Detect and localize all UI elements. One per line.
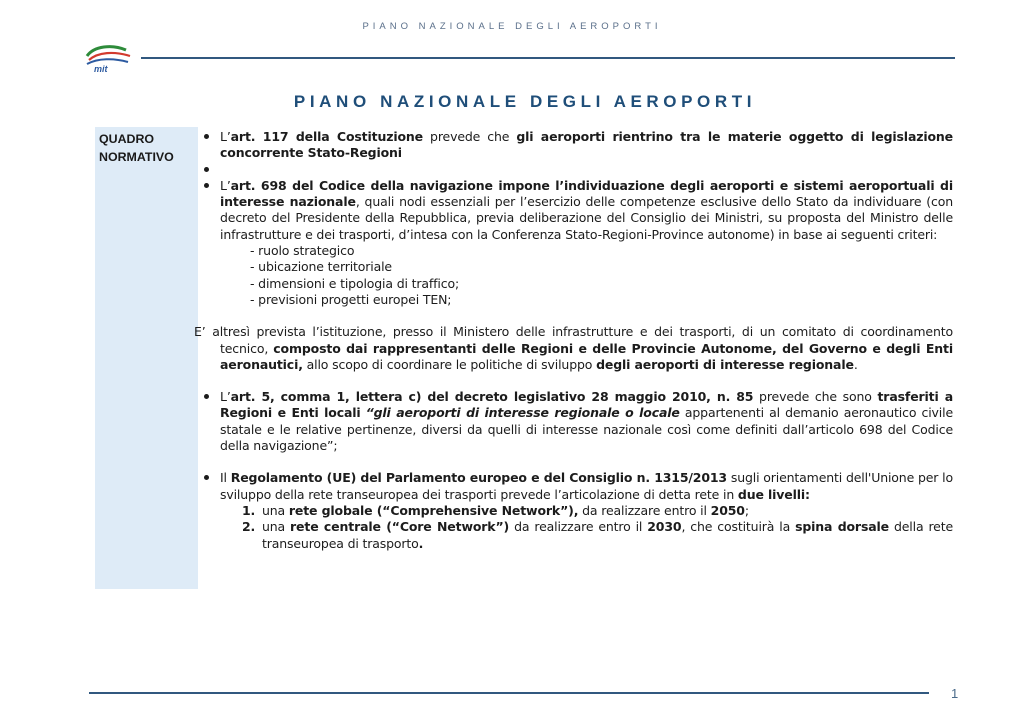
side-label-line1: QUADRO	[99, 132, 155, 146]
criteria-item: - ruolo strategico	[250, 243, 355, 259]
footer-divider	[89, 692, 929, 694]
criteria-item: - previsioni progetti europei TEN;	[250, 291, 452, 307]
running-header: PIANO NAZIONALE DEGLI AEROPORTI	[362, 21, 662, 32]
criteria-item: - ubicazione territoriale	[250, 259, 392, 275]
side-label	[99, 130, 174, 166]
livello-item-2: 2. una rete centrale (“Core Network”) da realizzare entro il 2030, che costituirà la spina dorsale della rete transeuropea di trasporto.	[242, 519, 953, 551]
mit-logo	[84, 44, 134, 74]
side-header-cell	[95, 127, 198, 589]
page-title: PIANO NAZIONALE DEGLI AEROPORTI	[293, 92, 757, 111]
empty-bullet	[220, 162, 953, 178]
bullet-regolamento-ue: Il Regolamento (UE) del Parlamento europeo e del Consiglio n. 1315/2013 sugli orientamenti dell'Unione per lo sviluppo della rete transeuropea dei trasporti prevede l’articolazione di detta rete in due livelli:	[220, 470, 953, 502]
criteria-list	[250, 243, 953, 308]
livelli-list	[242, 503, 953, 552]
content-cell	[194, 129, 954, 552]
livello-item-1: 1. una rete globale (“Comprehensive Network”), da realizzare entro il 2050;	[242, 502, 749, 518]
logo-text: mit	[94, 64, 108, 74]
header-divider	[141, 57, 955, 59]
page-number: 1	[951, 686, 959, 701]
bullet-art117: L’art. 117 della Costituzione prevede che gli aeroporti rientrino tra le materie oggetto di legislazione concorrente Stato-Regioni	[220, 129, 954, 161]
side-label-line2: NORMATIVO	[99, 150, 174, 164]
bullet-art698: L’art. 698 del Codice della navigazione impone l’individuazione degli aeroporti e sistemi aeroportuali di interesse nazionale, quali nodi essenziali per l’esercizio delle competenze esclusive dello Stato da individuare (con decreto del Presidente della Repubblica, previa deliberazione del Consiglio dei Ministri, su proposta del Ministro delle infrastrutture e dei trasporti, d’intesa con la Conferenza Stato-Regioni-Province autonome) in base ai seguenti criteri:	[220, 177, 954, 242]
bullet-dlgs85: L’art. 5, comma 1, lettera c) del decreto legislativo 28 maggio 2010, n. 85 prevede che sono trasferiti a Regioni e Enti locali “gli aeroporti di interesse regionale o locale appartenenti al demanio aeronautico civile statale e le relative pertinenze, diversi da quelli di interesse nazionale così come definiti dall’articolo 698 del Codice della navigazione”;	[220, 389, 953, 454]
criteria-item: - dimensioni e tipologia di traffico;	[250, 275, 460, 291]
comitato-paragraph: E’ altresì prevista l’istituzione, presso il Ministero delle infrastrutture e dei trasporti, di un comitato di coordinamento tecnico, composto dai rappresentanti delle Regioni e delle Provincie Autonome, del Governo e degli Enti aeronautici, allo scopo di coordinare le politiche di sviluppo degli aeroporti di interesse regionale.	[194, 324, 953, 372]
